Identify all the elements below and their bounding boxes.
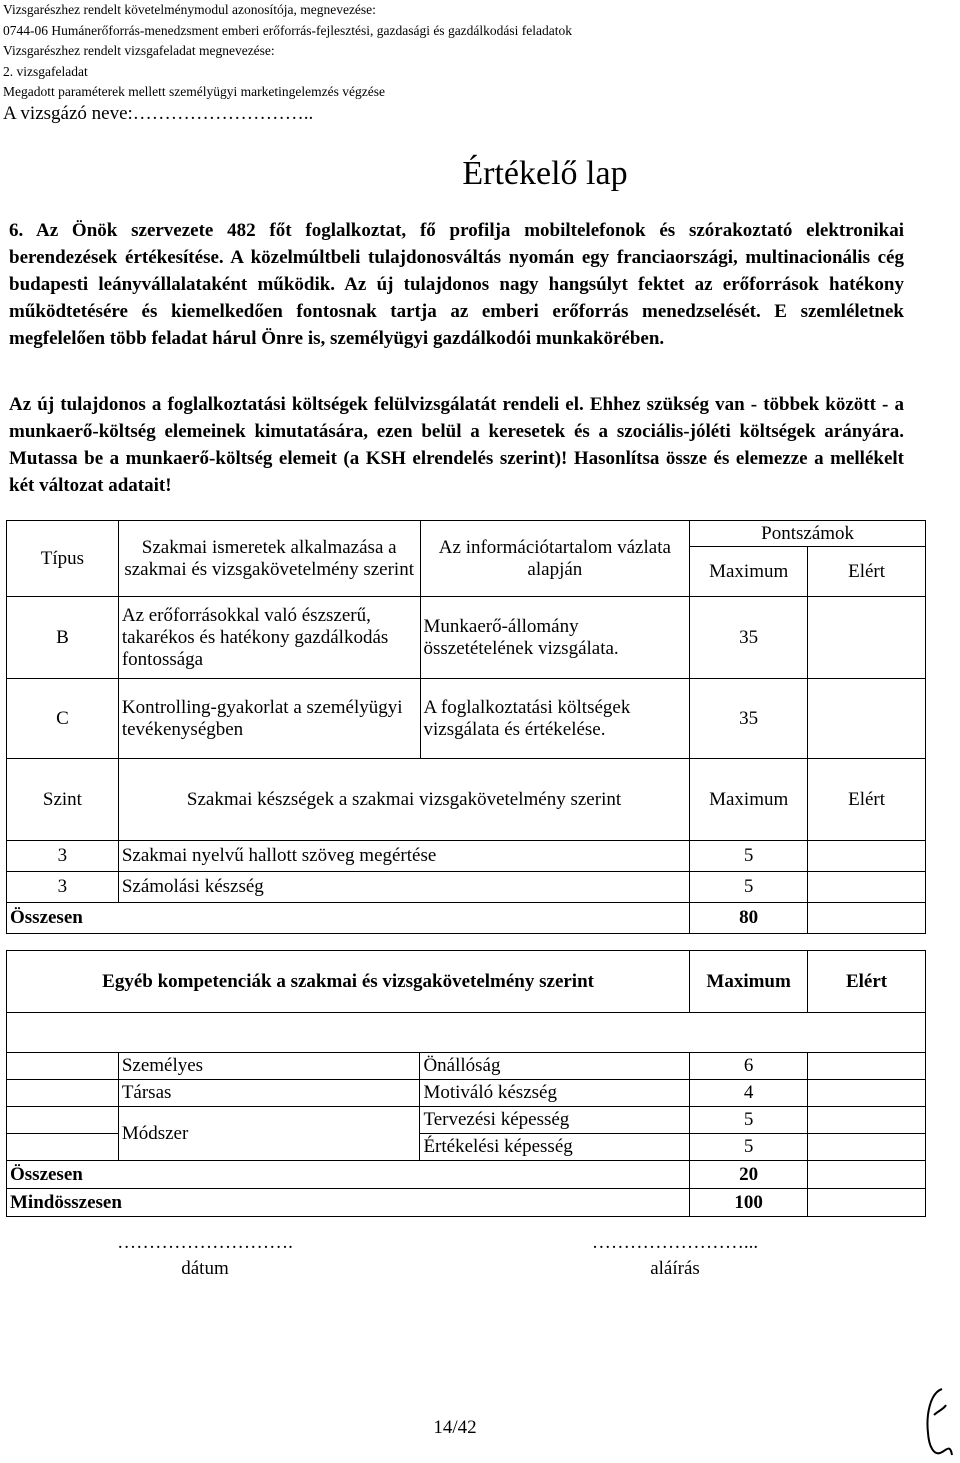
competency-name: Önállóság (420, 1053, 690, 1080)
signature-dots: ……………………... (591, 1232, 759, 1253)
row-max: 35 (690, 679, 808, 759)
header-achieved: Elért (808, 759, 926, 841)
total-achieved-cell[interactable] (808, 1161, 926, 1189)
competency-max: 5 (690, 1107, 808, 1134)
competency-group: Módszer (118, 1107, 420, 1161)
competency-name: Motiváló készség (420, 1080, 690, 1107)
row-achieved-cell[interactable] (808, 679, 926, 759)
spacer-cell (7, 1134, 119, 1161)
spacer-cell (7, 1080, 119, 1107)
header-achieved: Elért (808, 951, 926, 1013)
row-achieved-cell[interactable] (808, 597, 926, 679)
competency-max: 6 (690, 1053, 808, 1080)
table-row (7, 1053, 926, 1080)
row-knowledge: Az erőforrásokkal való észszerű, takarékos és hatékony gazdálkodás fontossága (118, 597, 420, 679)
skill-achieved-cell[interactable] (808, 872, 926, 903)
header-skills: Szakmai készségek a szakmai vizsgakövetelmény szerint (118, 759, 689, 841)
header-line: Vizsgarészhez rendelt követelménymodul azonosítója, megnevezése: (3, 2, 376, 17)
total-value: 80 (690, 903, 808, 934)
task-paragraph-2 (9, 391, 904, 499)
row-type: C (7, 679, 119, 759)
skill-level: 3 (7, 841, 119, 872)
grand-total-row (7, 1189, 926, 1217)
header-line: 0744-06 Humánerőforrás-menedzsment emberi erőforrás-fejlesztési, gazdasági és gazdálkodási feladatok (3, 22, 573, 38)
signature-label: aláírás (650, 1258, 700, 1279)
task-paragraph-1 (9, 217, 904, 352)
competency-name: Tervezési képesség (420, 1107, 690, 1134)
header-achieved: Elért (808, 547, 926, 597)
task-text: Az új tulajdonos a foglalkoztatási költségek felülvizsgálatát rendeli el. Ehhez szükség van - többek között - a munkaerő-költség elemeinek kimutatására, ezen belül a keresetek és a szociális-jóléti költségek arányára. Mutassa be a munkaerő-költség elemeit (a KSH elrendelés szerint)! Hasonlítsa össze és elemezze a mellékelt két változat adatait! (9, 394, 904, 496)
skill-level: 3 (7, 872, 119, 903)
competency-achieved-cell[interactable] (808, 1080, 926, 1107)
spacer-row (7, 1013, 926, 1053)
header-knowledge: Szakmai ismeretek alkalmazása a szakmai és vizsgakövetelmény szerint (118, 521, 420, 597)
table-row (7, 1080, 926, 1107)
row-knowledge: Kontrolling-gyakorlat a személyügyi tevékenységben (118, 679, 420, 759)
skill-name: Szakmai nyelvű hallott szöveg megértése (118, 841, 689, 872)
total-row (7, 1161, 926, 1189)
page-title: Értékelő lap (462, 155, 628, 192)
task-text: 6. Az Önök szervezete 482 főt foglalkoztat, fő profilja mobiltelefonok és szórakoztató elektronikai berendezések értékesítése. A közelmúltbeli tulajdonosváltás nyomán egy franciaországi, multinacionális cég budapesti leányvállalataként működik. Az új tulajdonos nagy hangsúlyt fektet az erőforrások hatékony működtetésére és kiemelkedően fontosnak tartja az emberi erőforrás menedzselését. E szemléletnek megfelelően több feladat hárul Önre is, személyügyi gazdálkodói munkakörében. (9, 220, 904, 349)
header-line: 2. vizsgafeladat (3, 63, 88, 79)
spacer-cell (7, 1107, 119, 1134)
header-max: Maximum (690, 951, 808, 1013)
total-value: 20 (690, 1161, 808, 1189)
header-competencies: Egyéb kompetenciák a szakmai és vizsgakövetelmény szerint (7, 951, 690, 1013)
competency-name: Értékelési képesség (420, 1134, 690, 1161)
evaluation-table (6, 520, 926, 934)
competency-max: 5 (690, 1134, 808, 1161)
grand-total-achieved-cell[interactable] (808, 1189, 926, 1217)
header-max: Maximum (690, 547, 808, 597)
row-info: A foglalkoztatási költségek vizsgálata és értékelése. (420, 679, 690, 759)
total-achieved-cell[interactable] (808, 903, 926, 934)
header-line: Vizsgarészhez rendelt vizsgafeladat megnevezése: (3, 43, 275, 58)
page-number: 14/42 (433, 1417, 477, 1438)
grand-total-value: 100 (690, 1189, 808, 1217)
total-row (7, 903, 926, 934)
header-info: Az információtartalom vázlata alapján (420, 521, 690, 597)
date-dots: ………………………. (117, 1232, 293, 1253)
header-line: Megadott paraméterek mellett személyügyi marketingelemzés végzése (3, 84, 385, 99)
initials-signature-icon (920, 1385, 960, 1460)
competency-group: Társas (118, 1080, 420, 1107)
header-points: Pontszámok (690, 521, 926, 547)
row-type: B (7, 597, 119, 679)
table-row (7, 1107, 926, 1134)
competency-achieved-cell[interactable] (808, 1107, 926, 1134)
skill-achieved-cell[interactable] (808, 841, 926, 872)
table-row (7, 679, 926, 759)
competency-group: Személyes (118, 1053, 420, 1080)
row-max: 35 (690, 597, 808, 679)
total-label: Összesen (7, 903, 690, 934)
competency-achieved-cell[interactable] (808, 1053, 926, 1080)
total-label: Összesen (7, 1161, 690, 1189)
date-label: dátum (181, 1258, 229, 1279)
table-row (7, 597, 926, 679)
candidate-name-line: A vizsgázó neve:……………………….. (3, 103, 314, 124)
signature-field (540, 1232, 810, 1280)
table-row (7, 841, 926, 872)
header-level: Szint (7, 759, 119, 841)
competency-table (6, 950, 926, 1217)
document-header (3, 0, 572, 103)
grand-total-label: Mindösszesen (7, 1189, 690, 1217)
header-max: Maximum (690, 759, 808, 841)
header-type: Típus (7, 521, 119, 597)
table-row (7, 872, 926, 903)
date-field (75, 1232, 335, 1280)
competency-max: 4 (690, 1080, 808, 1107)
skill-name: Számolási készség (118, 872, 689, 903)
skill-max: 5 (690, 872, 808, 903)
spacer-cell (7, 1053, 119, 1080)
row-info: Munkaerő-állomány összetételének vizsgálata. (420, 597, 690, 679)
competency-achieved-cell[interactable] (808, 1134, 926, 1161)
skill-max: 5 (690, 841, 808, 872)
